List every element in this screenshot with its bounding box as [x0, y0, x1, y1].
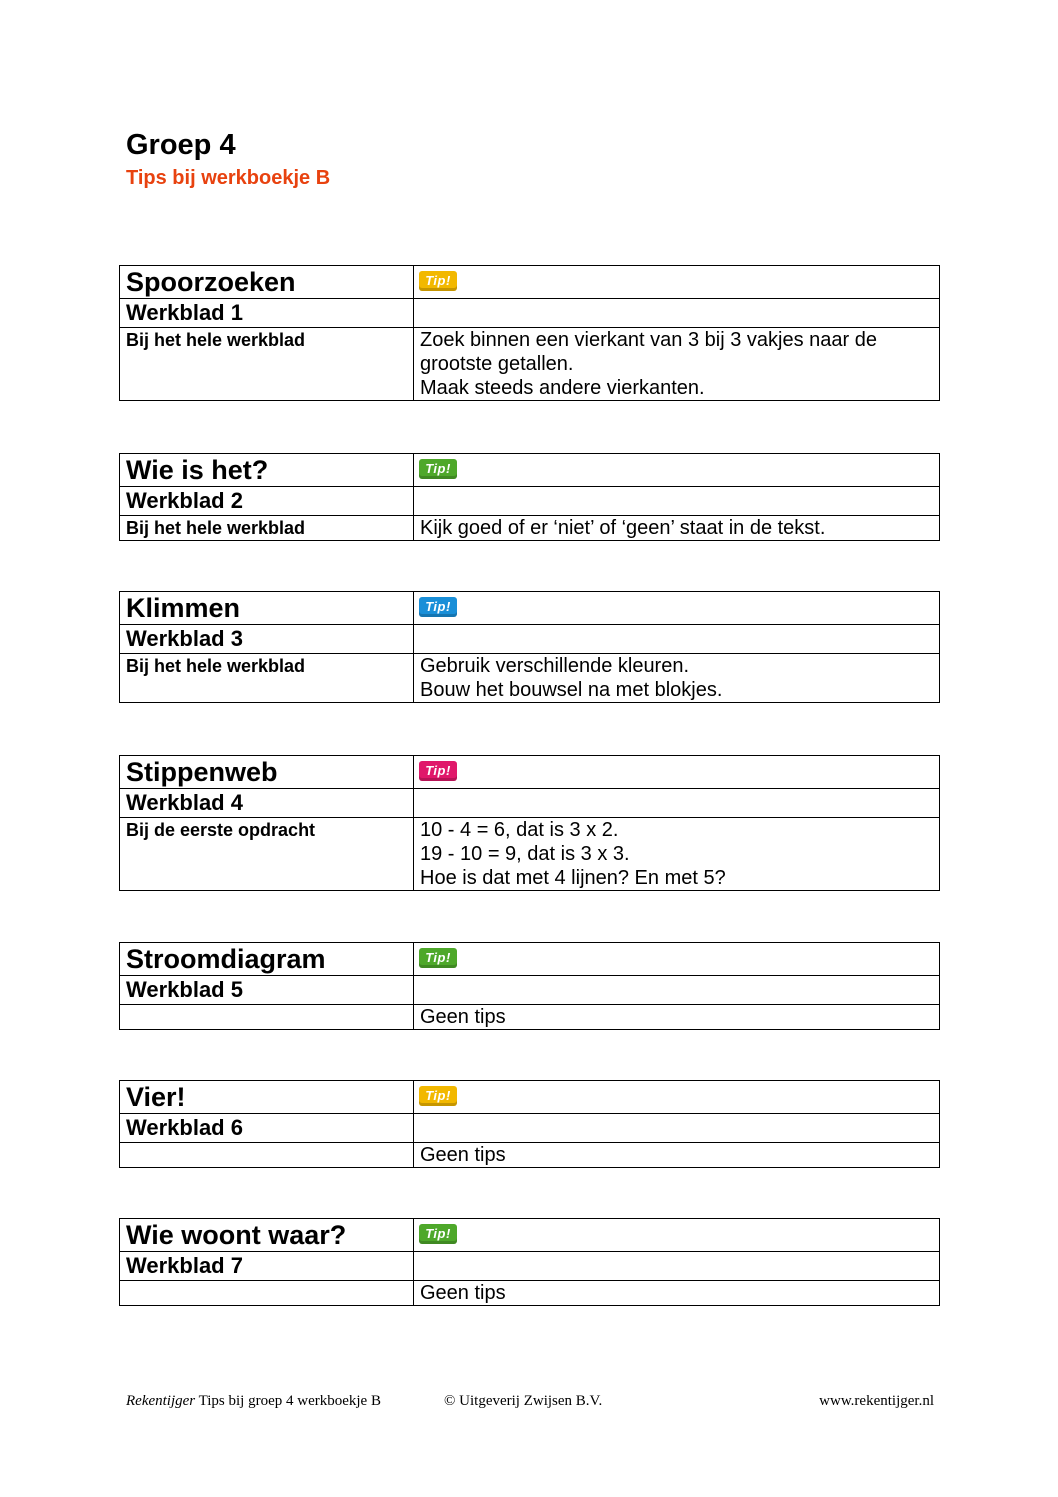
- worksheet-label: Werkblad 2: [120, 487, 414, 516]
- empty-cell: [414, 625, 940, 654]
- worksheet-label: Werkblad 1: [120, 299, 414, 328]
- section-title: Klimmen: [120, 592, 414, 625]
- page-title: Groep 4: [126, 129, 236, 161]
- section-title: Wie is het?: [120, 454, 414, 487]
- worksheet-label: Werkblad 4: [120, 789, 414, 818]
- tips-table: [119, 591, 940, 703]
- tip-text: [414, 1005, 940, 1030]
- worksheet-label: Werkblad 6: [120, 1114, 414, 1143]
- tips-table: [119, 453, 940, 541]
- tip-line: Maak steeds andere vierkanten.: [420, 377, 705, 399]
- footer-doc: Tips bij groep 4 werkboekje B: [195, 1393, 381, 1409]
- empty-cell: [414, 1252, 940, 1281]
- tip-line: Geen tips: [420, 1006, 506, 1028]
- tip-line: Gebruik verschillende kleuren.: [420, 655, 690, 677]
- section-title: Spoorzoeken: [120, 266, 414, 299]
- scope-label: Bij de eerste opdracht: [120, 818, 414, 891]
- scope-label: Bij het hele werkblad: [120, 328, 414, 401]
- tip-line: Zoek binnen een vierkant van 3 bij 3 vakjes naar de: [420, 329, 877, 351]
- empty-cell: [414, 487, 940, 516]
- empty-cell: [414, 976, 940, 1005]
- worksheet-label: Werkblad 7: [120, 1252, 414, 1281]
- tips-table: [119, 1218, 940, 1306]
- tip-text: [414, 1143, 940, 1168]
- tips-table: [119, 755, 940, 891]
- footer-website: www.rekentijger.nl: [819, 1393, 934, 1409]
- scope-label: [120, 1005, 414, 1030]
- empty-cell: [414, 789, 940, 818]
- tips-table: [119, 942, 940, 1030]
- tip-icon-cell: [414, 266, 940, 299]
- tip-text: [414, 1281, 940, 1306]
- worksheet-label: Werkblad 5: [120, 976, 414, 1005]
- tip-text: [414, 654, 940, 703]
- page-subtitle: Tips bij werkboekje B: [126, 167, 331, 189]
- tip-line: 10 - 4 = 6, dat is 3 x 2.: [420, 819, 619, 841]
- tips-table: [119, 265, 940, 401]
- scope-label: Bij het hele werkblad: [120, 516, 414, 541]
- tip-text: [414, 516, 940, 541]
- scope-label: Bij het hele werkblad: [120, 654, 414, 703]
- tip-line: Kijk goed of er ‘niet’ of ‘geen’ staat in de tekst.: [420, 517, 826, 539]
- tip-line: grootste getallen.: [420, 353, 574, 375]
- section-title: Stippenweb: [120, 756, 414, 789]
- footer-document-label: [126, 1391, 381, 1411]
- footer-brand: Rekentijger: [126, 1393, 196, 1409]
- tip-icon: Tip!: [419, 1086, 457, 1106]
- tip-icon: Tip!: [419, 271, 457, 291]
- section-title: Vier!: [120, 1081, 414, 1114]
- tip-icon: Tip!: [419, 1224, 457, 1244]
- tips-table: [119, 1080, 940, 1168]
- tip-icon-cell: [414, 1081, 940, 1114]
- scope-label: [120, 1143, 414, 1168]
- footer-copyright: © Uitgeverij Zwijsen B.V.: [444, 1393, 603, 1409]
- tip-icon: Tip!: [419, 948, 457, 968]
- tip-icon: Tip!: [419, 761, 457, 781]
- worksheet-label: Werkblad 3: [120, 625, 414, 654]
- section-title: Wie woont waar?: [120, 1219, 414, 1252]
- tip-icon-cell: [414, 454, 940, 487]
- tip-icon-cell: [414, 592, 940, 625]
- empty-cell: [414, 299, 940, 328]
- tip-text: [414, 818, 940, 891]
- tip-line: 19 - 10 = 9, dat is 3 x 3.: [420, 843, 630, 865]
- tip-icon-cell: [414, 756, 940, 789]
- tip-text: [414, 328, 940, 401]
- tip-icon: Tip!: [419, 597, 457, 617]
- section-title: Stroomdiagram: [120, 943, 414, 976]
- tip-line: Bouw het bouwsel na met blokjes.: [420, 679, 723, 701]
- tip-line: Geen tips: [420, 1144, 506, 1166]
- tip-icon: Tip!: [419, 459, 457, 479]
- tip-line: Geen tips: [420, 1282, 506, 1304]
- empty-cell: [414, 1114, 940, 1143]
- tip-line: Hoe is dat met 4 lijnen? En met 5?: [420, 867, 726, 889]
- scope-label: [120, 1281, 414, 1306]
- tip-icon-cell: [414, 943, 940, 976]
- tip-icon-cell: [414, 1219, 940, 1252]
